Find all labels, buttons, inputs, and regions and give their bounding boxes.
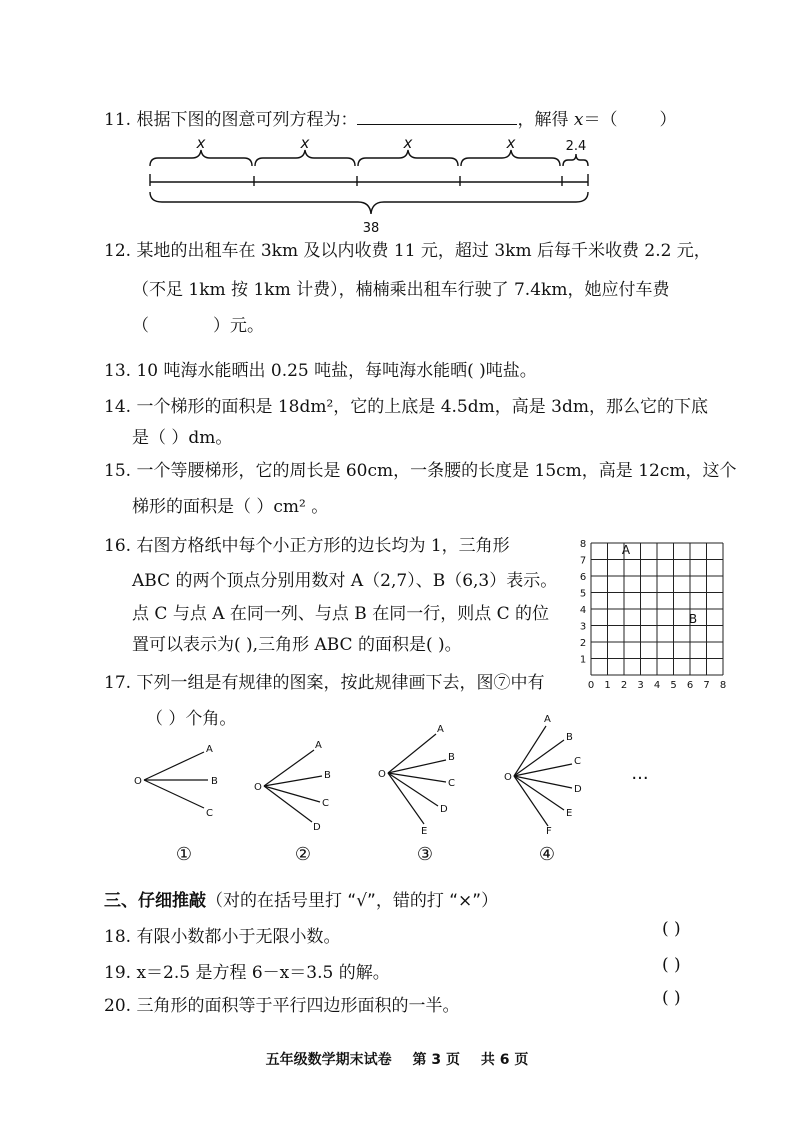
q16-point-b-label: B	[688, 612, 698, 626]
q16-point-a-label: A	[621, 543, 631, 557]
fig2-ray-c: C	[322, 798, 329, 809]
q11-brace-2	[255, 150, 355, 166]
q12-close-text: ）元。	[213, 316, 264, 336]
q11-seg-label-1: x	[196, 134, 206, 152]
q12-open-paren: （	[132, 316, 149, 336]
q11-eq: ＝（	[583, 110, 618, 130]
q11-seg-label-5: 2.4	[565, 139, 587, 154]
grid-x-tick: 5	[670, 680, 677, 691]
q13-line: 13. 10 吨海水能晒出 0.25 吨盐，每吨海水能晒( )吨盐。	[104, 361, 537, 381]
fig4-ray-d: D	[574, 784, 582, 795]
q18-line: 18. 有限小数都小于无限小数。	[104, 927, 341, 947]
q11-answer-blank[interactable]	[357, 108, 517, 125]
q16-line-4: 置可以表示为( ),三角形 ABC 的面积是( )。	[132, 635, 462, 655]
q18-answer-paren[interactable]: ( )	[662, 919, 681, 939]
q11-var: x	[573, 110, 584, 130]
fig1-ray-b: B	[211, 776, 218, 787]
fig3-ray-b: B	[448, 752, 455, 763]
fig4-ray-e: E	[566, 808, 573, 819]
fig3-ray-a: A	[437, 724, 444, 735]
fig4-ray-b: B	[566, 732, 573, 743]
q11-brace-4	[461, 150, 560, 166]
grid-y-tick: 8	[579, 539, 587, 550]
q16-line-1: 16. 右图方格纸中每个小正方形的边长均为 1，三角形	[104, 536, 510, 556]
q14-line-2: 是（ ）dm。	[132, 428, 233, 448]
grid-y-tick: 6	[579, 572, 587, 583]
q15-line-2: 梯形的面积是（ ）cm² 。	[132, 497, 329, 517]
grid-x-tick: 2	[620, 680, 628, 691]
fig1-origin: O	[134, 776, 142, 787]
q12-line-3	[132, 315, 264, 337]
q11-prefix: 11. 根据下图的图意可列方程为：	[104, 110, 358, 130]
fig4-number: ④	[538, 844, 556, 865]
grid-x-tick: 4	[653, 680, 661, 691]
q12-line-1: 12. 某地的出租车在 3km 及以内收费 11 元，超过 3km 后每千米收费 2.2 元，	[104, 241, 711, 261]
q17-ellipsis: ···	[631, 768, 649, 789]
grid-x-tick: 8	[719, 680, 727, 691]
grid-y-tick: 4	[579, 605, 587, 616]
q11-close: ）	[659, 110, 677, 130]
q11-mid: ，解得	[517, 110, 569, 130]
q11-seg-label-3: x	[403, 134, 413, 152]
fig3-origin: O	[378, 769, 386, 780]
grid-y-tick: 3	[579, 621, 587, 633]
grid-x-tick: 0	[587, 680, 595, 691]
q19-line: 19. x＝2.5 是方程 6－x＝3.5 的解。	[104, 963, 390, 983]
q14-line-1: 14. 一个梯形的面积是 18dm²，它的上底是 4.5dm，高是 3dm，那么它的下底	[104, 397, 708, 417]
page-footer	[0, 1049, 794, 1069]
q17-line-2: （ ）个角。	[146, 709, 237, 729]
q11-brace-total	[150, 192, 588, 214]
q19-answer-paren[interactable]: ( )	[662, 955, 681, 975]
fig1-number: ①	[175, 844, 193, 865]
q12-line-2: （不足 1km 按 1km 计费），楠楠乘出租车行驶了 7.4km，她应付车费	[132, 280, 670, 300]
fig3-ray-c: C	[448, 778, 455, 789]
fig4-ray-f: F	[546, 826, 552, 837]
q11-line	[104, 108, 676, 131]
fig3-number: ③	[416, 844, 434, 865]
q17-figures	[0, 712, 794, 865]
q11-brace-1	[150, 150, 252, 166]
grid-x-tick: 3	[637, 680, 644, 691]
fig2-ray-b: B	[324, 770, 331, 781]
grid-y-tick: 5	[579, 588, 587, 600]
grid-y-tick: 2	[579, 638, 587, 649]
grid-y-tick: 1	[579, 654, 587, 666]
q15-line-1: 15. 一个等腰梯形，它的周长是 60cm，一条腰的长度是 15cm，高是 12cm，这个	[104, 461, 737, 481]
grid-y-tick: 7	[579, 555, 587, 567]
q11-diagram	[0, 136, 794, 236]
q16-grid	[575, 535, 725, 695]
fig2-origin: O	[254, 782, 262, 793]
fig2-number: ②	[294, 844, 312, 865]
grid-x-tick: 6	[686, 680, 694, 691]
footer-total: 共 6 页	[480, 1052, 529, 1068]
q20-line: 20. 三角形的面积等于平行四边形面积的一半。	[104, 996, 460, 1016]
fig2-ray-a: A	[315, 740, 322, 751]
q20-answer-paren[interactable]: ( )	[662, 988, 681, 1008]
q11-seg-label-4: x	[506, 134, 516, 152]
section3-title: 三、仔细推敲	[104, 891, 206, 911]
section3-note: （对的在括号里打 “√”，错的打 “×”）	[206, 891, 499, 911]
fig3-ray-d: D	[440, 804, 448, 815]
q11-brace-3	[358, 150, 458, 166]
section3-heading	[104, 890, 498, 912]
fig1-ray-a: A	[206, 744, 213, 755]
grid-x-tick: 7	[703, 680, 710, 691]
q16-line-2: ABC 的两个顶点分别用数对 A（2,7）、B（6,3）表示。	[132, 571, 558, 591]
q11-seg-label-2: x	[300, 134, 310, 152]
q16-line-3: 点 C 与点 A 在同一列、与点 B 在同一行，则点 C 的位	[132, 604, 550, 624]
fig4-origin: O	[504, 772, 512, 783]
grid-x-tick: 1	[604, 680, 611, 691]
fig4-ray-a: A	[544, 714, 551, 725]
fig3-ray-e: E	[421, 826, 428, 837]
footer-page: 第 3 页	[412, 1052, 460, 1068]
q11-total-label: 38	[362, 221, 380, 236]
fig4-ray-c: C	[574, 756, 581, 767]
q11-brace-5	[563, 154, 588, 166]
footer-title: 五年级数学期末试卷	[265, 1052, 392, 1068]
fig2-ray-d: D	[313, 822, 321, 833]
fig1-ray-c: C	[206, 808, 213, 819]
q17-line-1: 17. 下列一组是有规律的图案，按此规律画下去，图⑦中有	[104, 673, 545, 693]
